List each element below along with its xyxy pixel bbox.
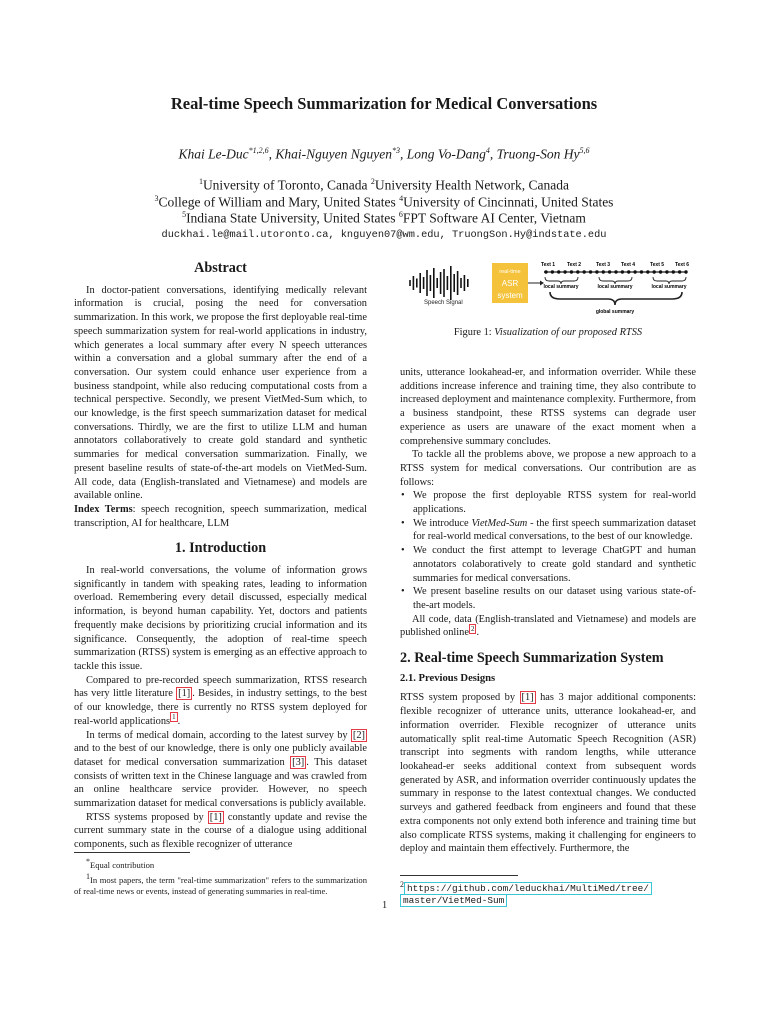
figure-1 bbox=[400, 255, 696, 325]
intro-paragraph: Compared to pre-recorded speech summarization, RTSS research has very little literature [1] . Besides, in industry settings, to the best of our knowledge, there is currently no RTSS system deployed for real-world applications $^1$ . bbox=[74, 674, 367, 727]
footnote-rule bbox=[400, 875, 518, 876]
asr-label-line: ASR bbox=[501, 279, 519, 288]
github-link[interactable]: master/VietMed-Sum bbox=[400, 894, 507, 907]
author-marks: 4 bbox=[485, 146, 490, 155]
affil-mark: 5 bbox=[182, 210, 187, 219]
author-name: Long Vo-Dang bbox=[406, 146, 486, 162]
speech-signal-label: Speech Signal bbox=[424, 300, 463, 306]
timeline-dot bbox=[633, 270, 636, 273]
timeline-dot bbox=[576, 270, 579, 273]
timeline-dot bbox=[582, 270, 585, 273]
timeline-dot bbox=[652, 270, 655, 273]
github-link[interactable]: https://github.com/leduckhai/MultiMed/tree/ bbox=[404, 882, 652, 895]
citation-link[interactable]: [3] bbox=[292, 756, 305, 768]
affil-text: University of Toronto, Canada bbox=[202, 177, 371, 193]
text-label: Text 4 bbox=[620, 262, 636, 268]
timeline-dot bbox=[614, 270, 617, 273]
affil-text: College of William and Mary, United States bbox=[158, 194, 400, 210]
text-label: Text 1 bbox=[540, 262, 556, 268]
author-list: Khai Le-Duc$^{*1,2,6}$, Khai-Nguyen Nguyen$^{*3}$, Long Vo-Dang$^4$, Truong-Son Hy$^{5,6}$ bbox=[178, 146, 590, 162]
list-item: • We present baseline results on our dataset using various state-of-the-art models. bbox=[400, 585, 696, 612]
paper-title: Real-time Speech Summarization for Medical Conversations bbox=[170, 94, 598, 113]
text-run: - the first speech summarization dataset for real-world medical conversations, to the best of our knowledge. bbox=[413, 517, 696, 543]
timeline-dot bbox=[544, 270, 547, 273]
citation-link[interactable]: [1] bbox=[521, 692, 534, 704]
text-run: All code, data (English-translated and Vietnamese) and models are published online bbox=[400, 613, 696, 639]
footnote-mark: 1 bbox=[86, 871, 90, 881]
affiliation-line bbox=[0, 194, 768, 211]
asr-label-line: real-time bbox=[499, 269, 521, 275]
timeline-dot bbox=[678, 270, 681, 273]
footnotes-left bbox=[74, 856, 367, 897]
timeline-dots bbox=[544, 270, 687, 273]
affil-text: Indiana State University, United States bbox=[186, 210, 399, 226]
left-column bbox=[74, 262, 367, 852]
intro-paragraph: In real-world conversations, the volume of information grows significantly in tandem with speaking rates, leading to information overload. Remembering every detail discussed, especially medical information, is beyond human capability. Yet, doctors and patients frequently make decisions by prioritizing crucial information and its significance. Consequently, the adoption of real-time speech summarization (RTSS) system is emerging as an effective approach to tackle this issue. bbox=[74, 565, 367, 672]
text-run: Compared to pre-recorded speech summarization, RTSS research has very little literature bbox=[74, 674, 367, 700]
affil-mark: 4 bbox=[399, 194, 404, 203]
local-brace bbox=[653, 277, 686, 284]
section-2-1-heading: 2.1. Previous Designs bbox=[400, 672, 496, 684]
timeline-dot bbox=[672, 270, 675, 273]
list-item: • We propose the first deployable RTSS system for real-world applications. bbox=[400, 489, 696, 516]
global-brace bbox=[550, 292, 682, 305]
affil-mark: 2 bbox=[370, 177, 375, 186]
footnote-text: Equal contribution bbox=[90, 859, 155, 870]
section-2-heading: 2. Real-time Speech Summarization System bbox=[400, 650, 664, 667]
timeline-dot bbox=[646, 270, 649, 273]
abstract-heading: Abstract bbox=[194, 260, 247, 276]
speech-waveform bbox=[410, 266, 468, 300]
right-column bbox=[400, 366, 696, 856]
local-summary-label: local summary bbox=[543, 284, 579, 290]
affil-text: University of Cincinnati, United States bbox=[403, 194, 614, 210]
footnote-mark: 2 bbox=[400, 880, 404, 889]
timeline-dot bbox=[563, 270, 566, 273]
footnote-mark: * bbox=[86, 857, 90, 866]
affil-mark: 1 bbox=[198, 177, 203, 186]
citation-link[interactable]: [1] bbox=[178, 688, 191, 700]
timeline-dot bbox=[570, 270, 573, 273]
intro-heading: 1. Introduction bbox=[174, 540, 267, 557]
text-run: . This dataset consists of written text in the Chinese language and was crawled from an online healthcare service provider. However, no speech summarization dataset for medical conversations is publicly available. bbox=[74, 756, 367, 810]
footnote bbox=[74, 856, 367, 871]
figure-caption bbox=[400, 327, 696, 338]
timeline-dot bbox=[621, 270, 624, 273]
contribution-list bbox=[400, 489, 696, 612]
local-brace bbox=[599, 277, 632, 284]
rtss-diagram bbox=[400, 255, 696, 325]
body-paragraph: All code, data (English-translated and Vietnamese) and models are published online $^2$ . bbox=[400, 613, 696, 639]
timeline-dot bbox=[684, 270, 687, 273]
text-label: Text 6 bbox=[674, 262, 690, 268]
timeline-text-labels bbox=[541, 262, 689, 268]
affiliation-line bbox=[0, 177, 768, 194]
footnote-link[interactable]: 1 bbox=[172, 713, 176, 722]
list-item: • We conduct the first attempt to leverage ChatGPT and human annotators colaboratively to create gold standard and synthetic summaries for medical conversations. bbox=[400, 544, 696, 585]
timeline-dot bbox=[627, 270, 630, 273]
index-terms-text: : speech recognition, speech summarization, medical transcription, AI for healthcare, LLM bbox=[74, 503, 367, 529]
text-run: and to the best of our knowledge, there is only one publicly available dataset for medical conversation summarization bbox=[74, 743, 367, 768]
abstract-text: In doctor-patient conversations, identifying medically relevant information is crucial, posing the need for conversation summarization. In this work, we propose the first deployable real-time speech summarization system for real-world applications in industry, which generates a local summary after every N speech utterances within a conversation and a global summary after the end of a conversation. Our system could enhance user experience from a business standpoint, while also reducing computational costs from a technical perspective. Secondly, we present VietMed-Sum which, to our knowledge, is the first speech summarization dataset for medical conversations. Thirdly, we are the first to utilize LLM and human annotators collaboratively to create gold standard and synthetic summaries for medical conversation summarization. Finally, we present baseline results of state-of-the-art models on VietMed-Sum. All code, data (English-translated and Vietnamese) and models are available online. bbox=[74, 284, 367, 502]
timeline-dot bbox=[640, 270, 643, 273]
author-emails: duckhai.le@mail.utoronto.ca, knguyen07@wm.edu, TruongSon.Hy@indstate.edu bbox=[161, 229, 607, 241]
timeline-dot bbox=[595, 270, 598, 273]
timeline-dot bbox=[602, 270, 605, 273]
local-brace bbox=[545, 277, 578, 284]
text-run: We introduce bbox=[413, 517, 472, 529]
author-name: Khai Le-Duc bbox=[178, 146, 249, 162]
body-paragraph bbox=[400, 691, 696, 855]
author-marks: 5,6 bbox=[579, 146, 590, 155]
citation-link[interactable]: [2] bbox=[352, 729, 365, 741]
affil-text: University Health Network, Canada bbox=[374, 177, 570, 193]
author-marks: *3 bbox=[391, 146, 400, 155]
text-label: Text 3 bbox=[595, 262, 611, 268]
footnote-2 bbox=[400, 879, 700, 907]
timeline-dot bbox=[608, 270, 611, 273]
footnote-text: In most papers, the term "real-time summarization" refers to the summarization of real-time news or events, instead of generating summaries in real-time. bbox=[74, 874, 367, 896]
text-run: constantly update and revise the current summary state in the course of a dialogue using additional components, such as flexible recognizer of utterance bbox=[74, 811, 367, 851]
local-summary-label: local summary bbox=[597, 284, 633, 290]
index-terms-label: Index Terms bbox=[74, 503, 133, 515]
author-name: Khai-Nguyen Nguyen bbox=[275, 146, 392, 162]
body-paragraph: To tackle all the problems above, we propose a new approach to a RTSS system for medical conversations. Our contribution are as follows: bbox=[400, 449, 696, 488]
timeline-dot bbox=[665, 270, 668, 273]
timeline-dot bbox=[589, 270, 592, 273]
affiliation-line bbox=[0, 210, 768, 227]
author-marks: *1,2,6 bbox=[248, 146, 269, 155]
caption-label: Figure 1: bbox=[453, 327, 495, 338]
text-run: has 3 major additional components: flexible recognizer of utterance units, utterance lookahead-er, and information overrider. Flexible recognizer of utterance units automatically split real-time Automatic Speech Recognition (ASR) transcript into segments with random lengths, while utterance lookahead-er seeks additional context from subsequent words generated by ASR, and information overrider continuously updates the summary in response to the latest contextual changes. We conducted surveys and gathered feedback from engineers and found that these extra components not only extend both inference and training time but also complicate RTSS systems, making it challenging for engineers to deploy and maintain them effectively. Furthermore, the bbox=[400, 692, 696, 855]
timeline-dot bbox=[551, 270, 554, 273]
intro-paragraph bbox=[74, 811, 367, 852]
dataset-name: VietMed-Sum bbox=[471, 517, 528, 529]
text-run: RTSS system proposed by bbox=[400, 692, 520, 704]
text-label: Text 5 bbox=[649, 262, 665, 268]
text-label: Text 2 bbox=[566, 262, 582, 268]
affil-text: FPT Software AI Center, Vietnam bbox=[402, 210, 586, 226]
body-paragraph: units, utterance lookahead-er, and information overrider. While these additions increase inference and training time, they also contribute to increased deployment and maintenance complexity. Furthermore, from a business standpoint, these RTSS systems can degrade user experience as users are unaware of the exact moment when a comprehensive summary concludes. bbox=[400, 367, 696, 447]
timeline-dot bbox=[557, 270, 560, 273]
caption-text: Visualization of our proposed RTSS bbox=[494, 327, 643, 338]
text-run: RTSS systems proposed by bbox=[86, 811, 208, 823]
citation-link[interactable]: [1] bbox=[209, 811, 222, 823]
footnote bbox=[74, 871, 367, 897]
local-summary-label: local summary bbox=[651, 284, 687, 290]
timeline-dot bbox=[659, 270, 662, 273]
footnote-rule bbox=[74, 852, 190, 853]
text-run: In terms of medical domain, according to the latest survey by bbox=[86, 729, 351, 741]
global-summary-label: global summary bbox=[595, 309, 635, 315]
affil-mark: 3 bbox=[154, 194, 159, 203]
author-name: Truong-Son Hy bbox=[496, 146, 580, 162]
asr-label-line: system bbox=[497, 291, 523, 300]
affil-mark: 6 bbox=[398, 210, 403, 219]
list-item bbox=[400, 517, 696, 544]
footnote-link[interactable]: 2 bbox=[470, 624, 475, 633]
intro-paragraph bbox=[74, 729, 367, 811]
text-run: . Besides, in industry settings, to the best of our knowledge, there is currently no RTSS system deployed for real-world applications bbox=[74, 688, 367, 727]
index-terms bbox=[74, 503, 367, 530]
page-number: 1 bbox=[382, 900, 388, 911]
